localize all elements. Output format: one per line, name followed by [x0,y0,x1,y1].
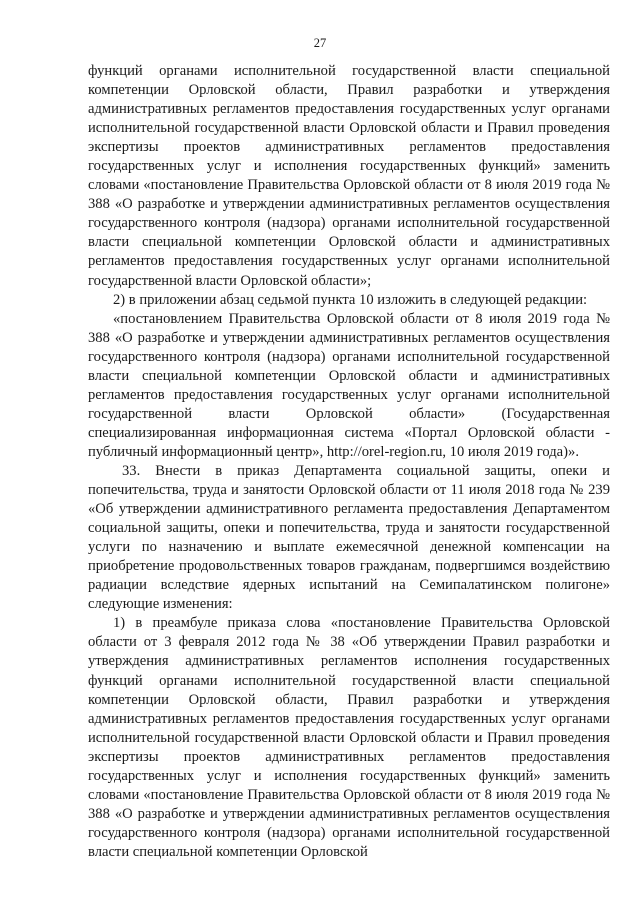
document-body [88,62,610,862]
paragraph-item-2: 2) в приложении абзац седьмой пункта 10 изложить в следующей редакции: [113,291,588,308]
paragraph-item-1: 1) в преамбуле приказа слова «постановление Правительства Орловской области от 3 февраля 2012 года № 38 «Об утверждении Правил разработки и утверждения административных регламентов исполнения государственных функций органами исполнительной государственной власти специальной компетенции Орловской области, Правил разработки и утверждения административных регламентов предоставления государственных услуг органами исполнительной государственной власти Орловской области и Правил проведения экспертизы проектов административных регламентов предоставления государственных услуг и исполнения государственных функций» заменить словами «постановление Правительства Орловской области от 8 июля 2019 года № 388 «О разработке и утверждении административных регламентов осуществления государственного контроля (надзора) органами исполнительной государственной власти специальной компетенции Орловской [88,615,610,860]
paragraph-quote: «постановлением Правительства Орловской области от 8 июля 2019 года № 388 «О разработке и утверждении административных регламентов осуществления государственного контроля (надзора) органами исполнительной государственной власти специальной компетенции Орловской области и административных регламентов предоставления государственных услуг органами исполнительной государственной власти Орловской области» (Государственная специализированная информационная система «Портал Орловской области - публичный информационный центр», http://orel-region.ru, 10 июля 2019 года)». [88,310,610,460]
paragraph-item-33: 33. Внести в приказ Департамента социальной защиты, опеки и попечительства, труда и занятости Орловской области от 11 июля 2018 года № 239 «Об утверждении административного регламента предоставления Департаментом социальной защиты, опеки и попечительства, труда и занятости государственной услуги по назначению и выплате ежемесячной денежной компенсации на приобретение продовольственных товаров гражданам, подвергшимся воздействию радиации вследствие ядерных испытаний на Семипалатинском полигоне» следующие изменения: [88,462,610,613]
paragraph-continuation: функций органами исполнительной государственной власти специальной компетенции Орловской области, Правил разработки и утверждения административных регламентов предоставления государственных услуг органами исполнительной государственной власти Орловской области и Правил проведения экспертизы проектов административных регламентов предоставления государственных услуг и исполнения государственных функций» заменить словами «постановление Правительства Орловской области от 8 июля 2019 года № 388 «О разработке и утверждении административных регламентов осуществления государственного контроля (надзора) органами исполнительной государственной власти специальной компетенции Орловской области и административных регламентов предоставления государственных услуг органами исполнительной государственной власти Орловской области»; [88,63,610,289]
page-number: 27 [313,36,327,50]
